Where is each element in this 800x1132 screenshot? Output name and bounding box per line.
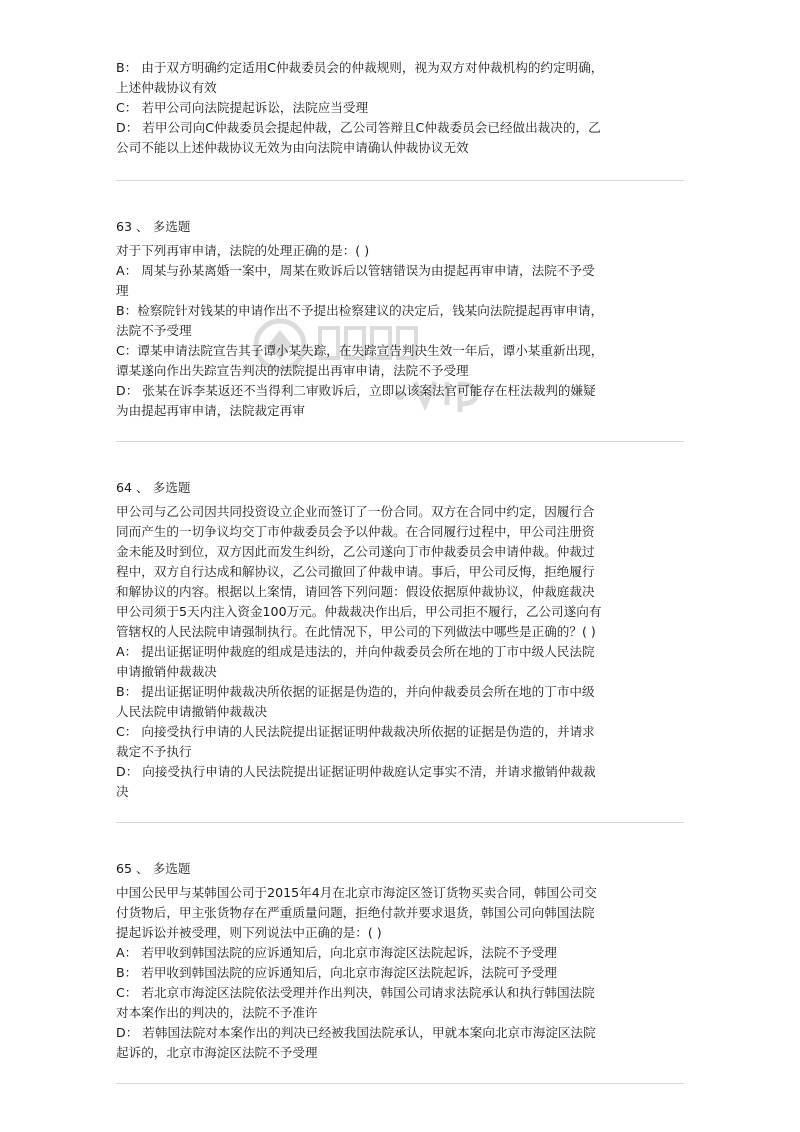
q64-stem: 金未能及时到位，双方因此而发生纠纷，乙公司遂向丁市仲裁委员会申请仲裁。仲裁过 <box>116 544 595 559</box>
q65-option-c-cont: 对本案作出的判决的，法院不予准许 <box>116 1005 318 1020</box>
q62-option-d: D： 若甲公司向C仲裁委员会提起仲裁，乙公司答辩且C仲裁委员会已经做出裁决的，乙 <box>116 120 601 135</box>
q65-option-a: A： 若甲收到韩国法院的应诉通知后，向北京市海淀区法院起诉，法院不予受理 <box>116 945 557 960</box>
q64-option-b-cont: 人民法院申请撤销仲裁裁决 <box>116 704 268 719</box>
q65-stem: 付货物后，甲主张货物存在严重质量问题，拒绝付款并要求退货，韩国公司向韩国法院 <box>116 905 595 920</box>
q64-option-a: A： 提出证据证明仲裁庭的组成是违法的，并向仲裁委员会所在地的丁市中级人民法院 <box>116 644 595 659</box>
q64-option-d: D： 向接受执行申请的人民法院提出证据证明仲裁庭认定事实不清，并请求撤销仲裁裁 <box>116 764 596 779</box>
question-65 <box>116 859 688 1063</box>
q65-option-d-cont: 起诉的，北京市海淀区法院不予受理 <box>116 1045 318 1060</box>
q64-stem: 甲公司须于5天内注入资金100万元。仲裁裁决作出后，甲公司拒不履行，乙公司遂向有 <box>116 604 602 619</box>
divider <box>116 822 684 823</box>
divider <box>116 441 684 442</box>
q62-option-b-cont: 上述仲裁协议有效 <box>116 80 217 95</box>
q64-stem: 和解协议的内容。根据以上案情，请回答下列问题：假设依据原仲裁协议，仲裁庭裁决 <box>116 584 595 599</box>
q65-stem: 中国公民甲与某韩国公司于2015年4月在北京市海淀区签订货物买卖合同，韩国公司交 <box>116 885 597 900</box>
q63-option-d-cont: 为由提起再审申请，法院裁定再审 <box>116 403 305 418</box>
question-62-tail <box>116 58 688 158</box>
q65-stem: 提起诉讼并被受理，则下列说法中正确的是：( ) <box>116 925 382 940</box>
q63-option-c-cont: 谭某遂向作出失踪宣告判决的法院提出再审申请，法院不予受理 <box>116 363 469 378</box>
document-page <box>116 58 688 1084</box>
q64-stem: 程中，双方自行达成和解协议，乙公司撤回了仲裁申请。事后，甲公司反悔，拒绝履行 <box>116 564 595 579</box>
q62-option-c: C： 若甲公司向法院提起诉讼，法院应当受理 <box>116 100 369 115</box>
q63-stem: 对于下列再审申请，法院的处理正确的是：( ) <box>116 243 370 258</box>
q63-option-a-cont: 理 <box>116 283 129 298</box>
q64-stem: 同而产生的一切争议均交丁市仲裁委员会予以仲裁。在合同履行过程中，甲公司注册资 <box>116 524 595 539</box>
q63-option-b-cont: 法院不予受理 <box>116 323 192 338</box>
q65-option-b: B： 若甲收到韩国法院的应诉通知后，向北京市海淀区法院起诉，法院可予受理 <box>116 965 557 980</box>
q63-option-d: D： 张某在诉李某返还不当得利二审败诉后，立即以该案法官可能存在枉法裁判的嫌疑 <box>116 383 596 398</box>
question-64-header: 64 、 多选题 <box>116 480 191 495</box>
q62-option-b: B： 由于双方明确约定适用C仲裁委员会的仲裁规则，视为双方对仲裁机构的约定明确， <box>116 60 604 75</box>
q63-option-c: C：谭某申请法院宣告其子谭小某失踪，在失踪宣告判决生效一年后，谭小某重新出现， <box>116 343 604 358</box>
divider <box>116 180 684 181</box>
q64-stem: 管辖权的人民法院申请强制执行。在此情况下，甲公司的下列做法中哪些是正确的？( ) <box>116 624 596 639</box>
q64-stem: 甲公司与乙公司因共同投资设立企业而签订了一份合同。双方在合同中约定，因履行合 <box>116 504 595 519</box>
q64-option-b: B： 提出证据证明仲裁裁决所依据的证据是伪造的，并向仲裁委员会所在地的丁市中级 <box>116 684 595 699</box>
question-63 <box>116 217 688 421</box>
q64-option-c: C： 向接受执行申请的人民法院提出证据证明仲裁裁决所依据的证据是伪造的，并请求 <box>116 724 595 739</box>
q63-option-a: A： 周某与孙某离婚一案中，周某在败诉后以管辖错误为由提起再审申请，法院不予受 <box>116 263 595 278</box>
q62-option-d-cont: 公司不能以上述仲裁协议无效为由向法院申请确认仲裁协议无效 <box>116 140 469 155</box>
q65-option-d: D： 若韩国法院对本案作出的判决已经被我国法院承认，甲就本案向北京市海淀区法院 <box>116 1025 596 1040</box>
divider <box>116 1083 684 1084</box>
question-63-header: 63 、 多选题 <box>116 219 191 234</box>
q63-option-b: B：检察院针对钱某的申请作出不予提出检察建议的决定后，钱某向法院提起再审申请， <box>116 303 604 318</box>
q64-option-c-cont: 裁定不予执行 <box>116 744 192 759</box>
question-65-header: 65 、 多选题 <box>116 861 191 876</box>
question-64 <box>116 478 688 802</box>
q65-option-c: C： 若北京市海淀区法院依法受理并作出判决，韩国公司请求法院承认和执行韩国法院 <box>116 985 595 1000</box>
q64-option-d-cont: 决 <box>116 784 129 799</box>
q64-option-a-cont: 申请撤销仲裁裁决 <box>116 664 217 679</box>
